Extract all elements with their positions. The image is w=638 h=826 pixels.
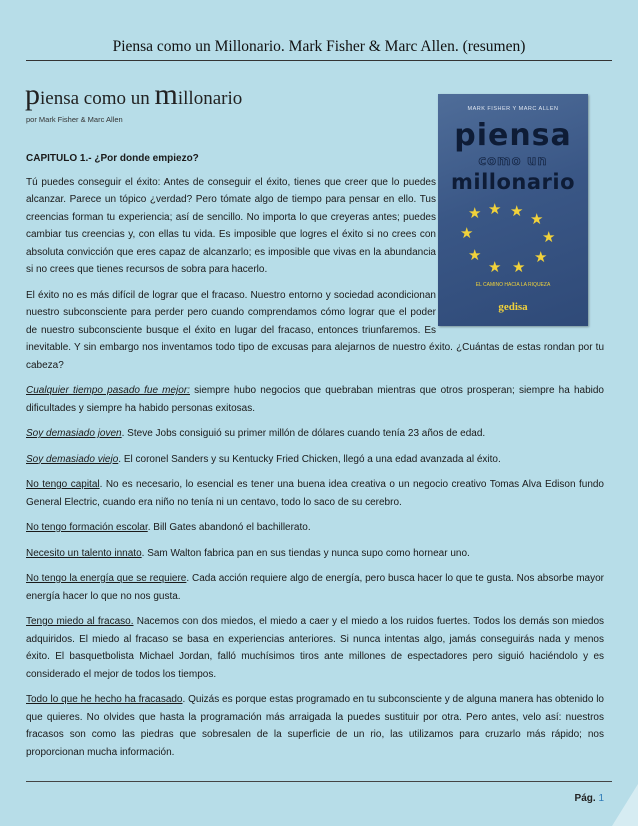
star-icon: ★ — [488, 201, 502, 218]
excuse-item — [26, 570, 604, 605]
excuse-text: . Steve Jobs consiguió su primer millón de dólares cuando tenía 23 años de edad. — [121, 428, 486, 439]
excuse-text: . Cada acción requiere algo de energía, pero busca hacer lo que te gusta. Nos absorbe mayor energía hacer lo que no nos gusta. — [26, 573, 604, 602]
excuse-item — [26, 545, 604, 563]
cover-title-line2: como un — [478, 154, 548, 169]
excuse-item — [26, 425, 604, 443]
page-corner-fold — [612, 784, 638, 826]
page-header: Piensa como un Millonario. Mark Fisher & Marc Allen. (resumen) — [112, 38, 526, 55]
excuse-item — [26, 613, 604, 683]
excuse-text: . Bill Gates abandonó el bachillerato. — [147, 522, 311, 533]
cover-title-line3: millonario — [450, 170, 575, 194]
title-part-2: illonario — [177, 88, 243, 109]
star-icon: ★ — [512, 259, 526, 276]
cover-publisher-logo: gedisa — [498, 301, 528, 313]
excuse-heading: No tengo capital — [26, 479, 100, 490]
excuse-text: Nacemos con dos miedos, el miedo a caer y el miedo a los ruidos fuertes. Todos los demás son miedos adquiridos. El miedo al fracaso se basa en experiencias anteriores. Si nunca intentas algo, jamás conseguirás nada y menos éxito. El basquetbolista Michael Jordan, falló muchísimos tiros ante millones de espectadores pero siguió haciéndolo y es considerado el mejor de todos los tiempos. — [26, 616, 604, 680]
excuse-heading: Tengo miedo al fracaso. — [26, 616, 134, 627]
excuse-text: . Sam Walton fabrica pan en sus tiendas y nunca supo como hornear uno. — [141, 547, 470, 559]
title-part-1: iensa como un — [40, 88, 155, 109]
excuse-item — [26, 451, 604, 469]
paragraph: El éxito no es más difícil de lograr que el fracaso. Nuestro entorno y sociedad acondicionan nuestro subconsciente para perder pero cuando comprendamos cómo lograr que el poder de nuestro subconsciente busque el éxito en lugar del fracaso, entonces triunfaremos. Es inevitable. Y sin embargo nos inventamos todo tipo de excusas para alejarnos de nuestro éxito. ¿Cuántas de estas rondan por tu cabeza? — [26, 289, 604, 371]
star-icon: ★ — [542, 229, 556, 246]
excuse-heading: Cualquier tiempo pasado fue mejor: — [26, 385, 190, 396]
excuse-heading: Soy demasiado viejo — [26, 453, 119, 465]
star-icon: ★ — [534, 249, 548, 266]
byline: por Mark Fisher & Marc Allen — [26, 115, 123, 124]
excuse-heading: Soy demasiado joven — [26, 428, 122, 439]
excuse-text: . El coronel Sanders y su Kentucky Fried Chicken, llegó a una edad avanzada al éxito. — [118, 453, 501, 465]
star-icon: ★ — [488, 259, 502, 276]
title-initial-m: m — [154, 78, 178, 111]
page-label: Pág. — [574, 793, 596, 804]
cover-title-line1: piensa — [454, 118, 572, 153]
excuse-heading: Todo lo que he hecho ha fracasado — [26, 694, 183, 705]
star-icon: ★ — [530, 211, 544, 228]
header-divider — [26, 60, 612, 61]
chapter-heading: CAPITULO 1.- ¿Por donde empiezo? — [26, 153, 199, 164]
excuse-text: . No es necesario, lo esencial es tener una buena idea creativa o un negocio creativo Tomas Alva Edison fundo General Electric, cuando era niño no tenía ni un centavo, todo lo saco de su cerebro. — [26, 479, 604, 508]
star-icon: ★ — [468, 205, 482, 222]
cover-subtitle: EL CAMINO HACIA LA RIQUEZA — [475, 282, 551, 288]
star-icon: ★ — [510, 203, 524, 220]
excuse-item — [26, 476, 604, 511]
star-icon: ★ — [460, 225, 474, 242]
excuse-text: . Quizás es porque estas programado en tu subconsciente y de alguna manera has obtenido lo que quieres. No olvides que hasta la programación más arraigada la puedes sustituir por otra. Pero antes, velo así: nuestros fracasos son como las piedras que sobresalen de la superficie de un rio, las utilizamos para cruzarlo más rápido; nos proporcionan mucha información. — [26, 694, 604, 758]
paragraph: Tú puedes conseguir el éxito: Antes de conseguir el éxito, tienes que creer que lo puedes alcanzar. Parece un tópico ¿verdad? Pero tómate algo de tiempo para pensar en ello. Tus creencias forman tu experiencia; así de sencillo. No importa lo que creyeras antes; puedes cambiar tus creencias y, con ellas tu vida. Es imposible que logres el éxito si no crees con absoluta convicción que eres capaz de alcanzarlo; es imposible que vivas en la abundancia si no crees que tienes recursos de sobra para hacerlo. — [26, 176, 436, 275]
excuse-heading: No tengo la energía que se requiere — [26, 573, 187, 584]
star-icon: ★ — [468, 247, 482, 264]
document-body — [26, 150, 604, 769]
excuse-item — [26, 519, 604, 537]
excuse-text: siempre hubo negocios que quebraban mientras que otros prosperan; siempre ha habido dificultades y siempre ha habido personas exitosas. — [26, 385, 604, 414]
cover-authors: MARK FISHER Y MARC ALLEN — [467, 106, 559, 112]
excuse-heading: Necesito un talento innato — [26, 547, 142, 559]
title-initial-p: p — [25, 78, 40, 111]
page-number-value: 1 — [598, 793, 604, 804]
excuse-item — [26, 691, 604, 761]
excuse-heading: No tengo formación escolar — [26, 522, 148, 533]
document-title — [25, 78, 242, 112]
excuse-item — [26, 382, 604, 417]
cover-wrap-space — [436, 150, 604, 328]
page-number — [575, 793, 604, 804]
footer-divider — [26, 781, 612, 782]
